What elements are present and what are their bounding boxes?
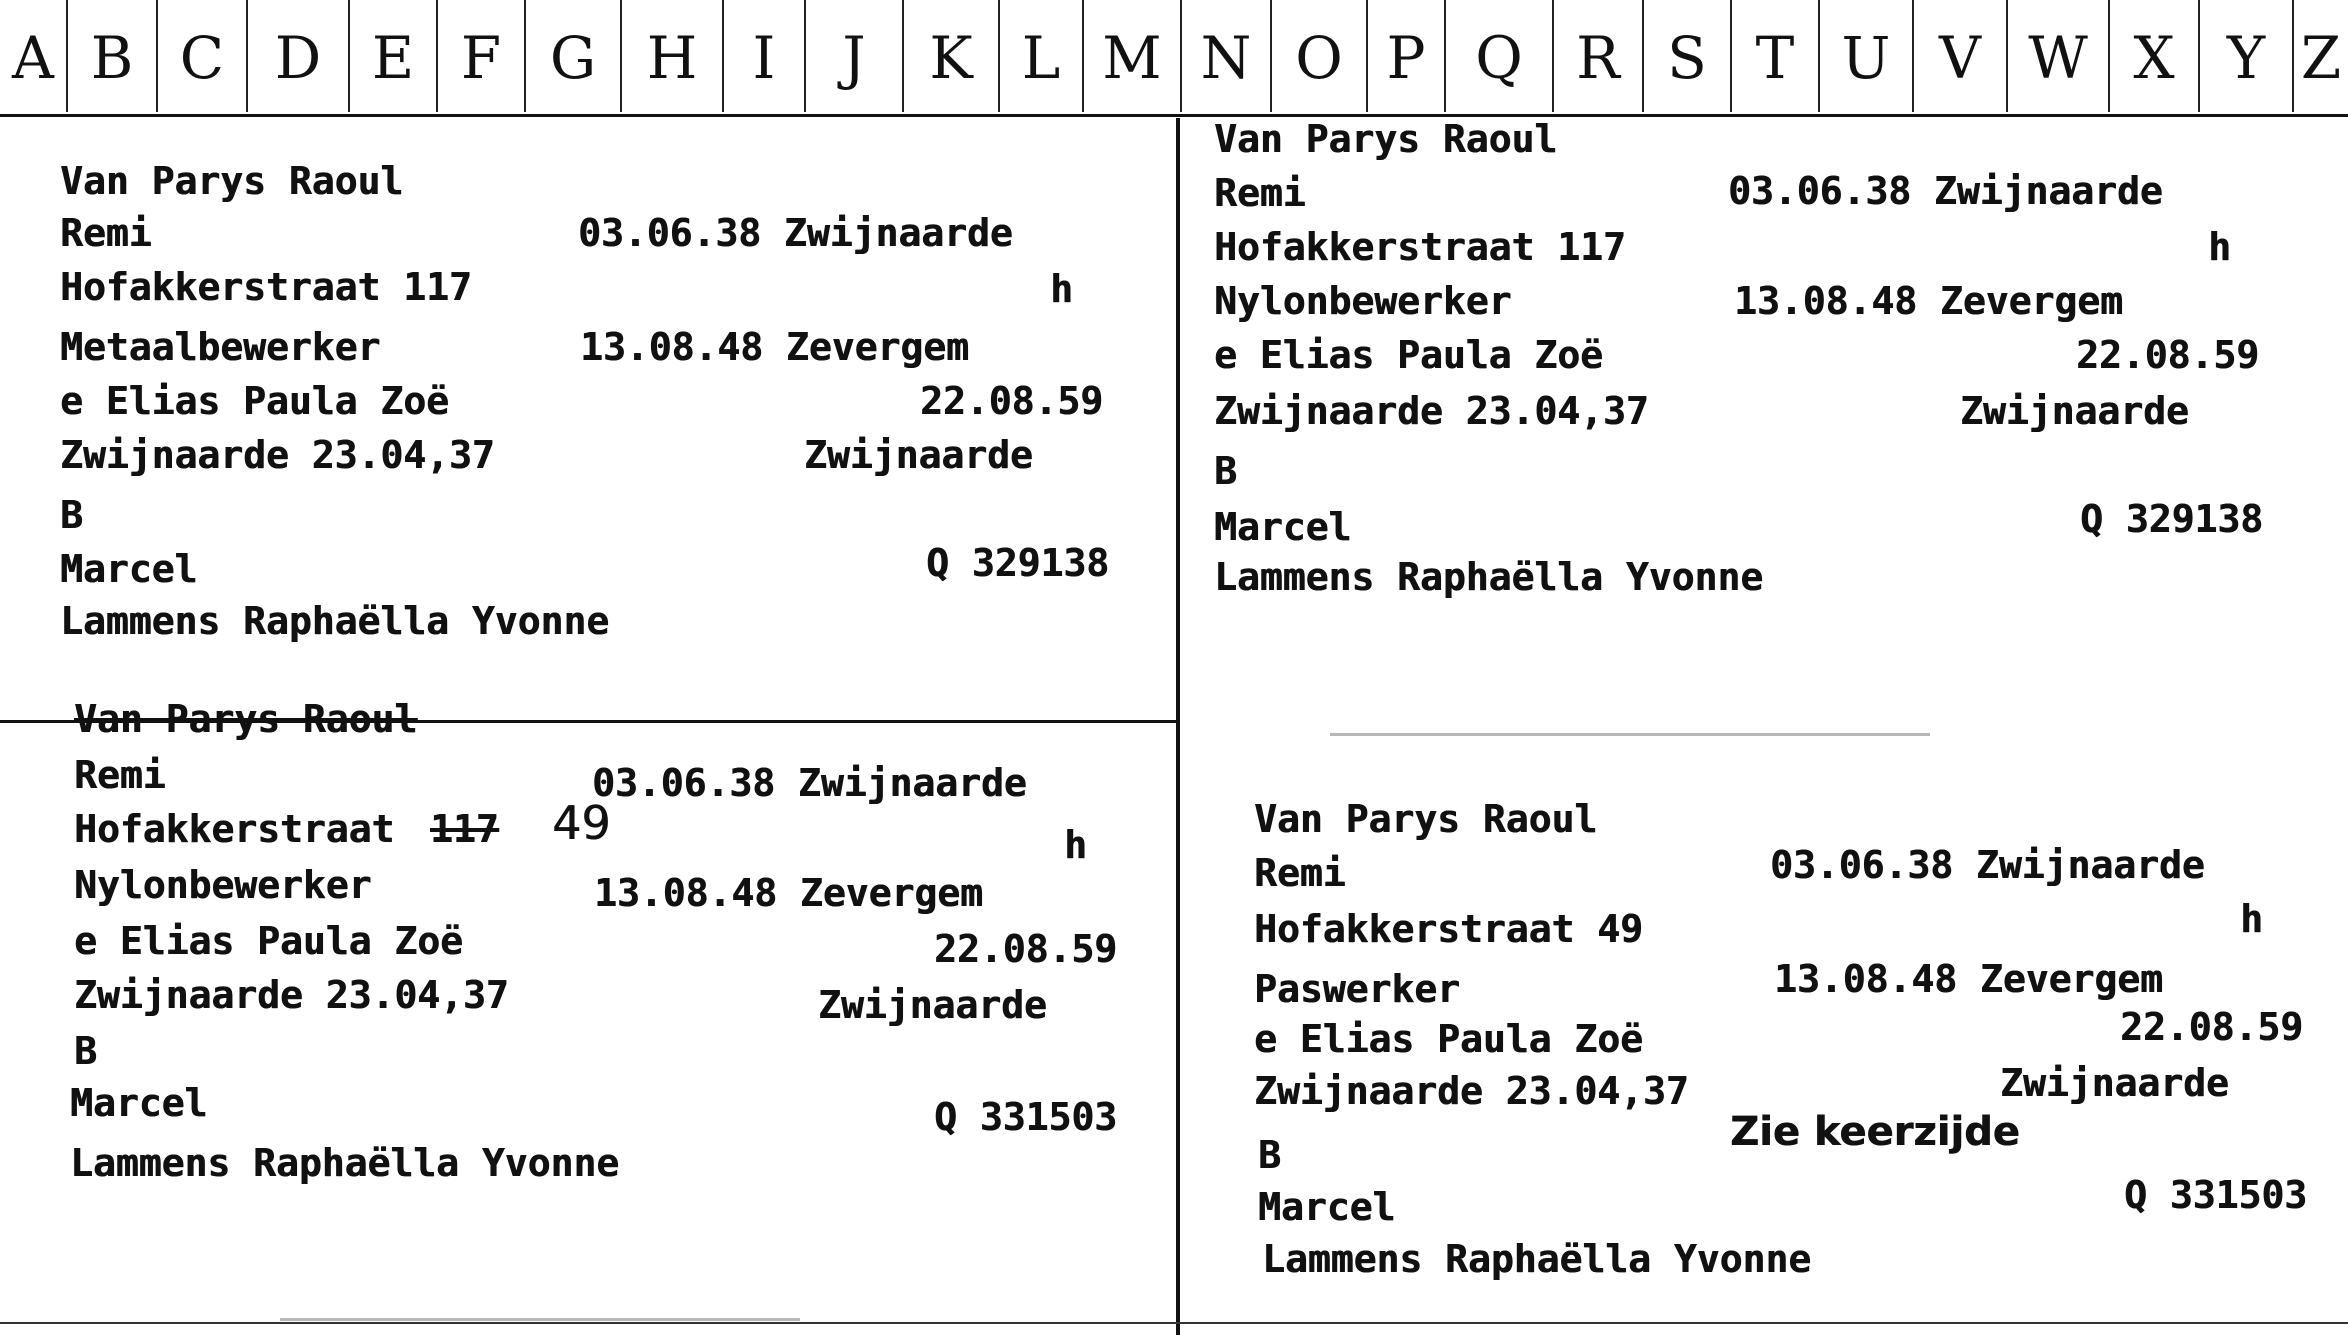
index-letter-i: I [752,24,776,92]
index-letter-s: S [1667,24,1707,92]
index-letter-u: U [1841,24,1891,92]
index-letter-v: V [1939,24,1981,92]
index-letter-g: G [549,24,597,92]
scan-smudge [280,1318,800,1321]
card-occupation: Paswerker [1254,967,1460,1011]
card-code: Q 331503 [2124,1173,2308,1217]
card-street-old-number: 117 [430,807,499,851]
card-birth: 03.06.38 Zwijnaarde [1770,843,2205,887]
index-letter-r: R [1576,24,1620,92]
card-date: 22.08.59 [2076,333,2260,377]
card-street: Hofakkerstraat 49 [1254,907,1643,951]
card-mother: Lammens Raphaëlla Yvonne [60,599,610,643]
card-spouse: e Elias Paula Zoë [1254,1017,1643,1061]
card-marriage: 13.08.48 Zevergem [594,871,983,915]
index-letter-d: D [274,24,322,92]
card-spouse: e Elias Paula Zoë [1214,333,1603,377]
index-letter-h: H [646,24,698,92]
card-spouse-birth: Zwijnaarde 23.04,37 [60,433,495,477]
index-letter-k: K [929,24,973,92]
index-letter-t: T [1755,24,1795,92]
index-letter-y: Y [2226,24,2266,92]
card-spouse-birth: Zwijnaarde 23.04,37 [74,973,509,1017]
index-letter-c: C [179,24,225,92]
index-letter-a: A [12,24,54,92]
card-occupation: Metaalbewerker [60,325,381,369]
card-birth: 03.06.38 Zwijnaarde [578,211,1013,255]
card-column-divider [1176,118,1180,1335]
card-name: Van Parys Raoul [60,159,404,203]
card-marker: h [1064,823,1087,867]
card-birth: 03.06.38 Zwijnaarde [1728,169,2163,213]
scan-smudge [1330,733,1930,736]
card-father: Marcel [1214,505,1352,549]
card-first-name: Remi [74,753,166,797]
card-street: Hofakkerstraat [74,807,395,851]
index-letter-w: W [2028,24,2088,92]
card-mother: Lammens Raphaëlla Yvonne [70,1141,620,1185]
card-spouse: e Elias Paula Zoë [60,379,449,423]
index-letter-x: X [2133,24,2175,92]
card-father: Marcel [70,1081,208,1125]
card-spouse-birth: Zwijnaarde 23.04,37 [1254,1069,1689,1113]
index-letter-f: F [460,24,502,92]
card-marker: h [1050,267,1073,311]
card-code: Q 329138 [2080,497,2264,541]
card-place: Zwijnaarde [804,433,1033,477]
card-date: 22.08.59 [934,927,1118,971]
card-name: Van Parys Raoul [1254,797,1598,841]
card-first-name: Remi [60,211,152,255]
card-spouse-birth: Zwijnaarde 23.04,37 [1214,389,1649,433]
card-note-stamp: Zie keerzijde [1730,1109,2020,1155]
index-letter-z: Z [2300,24,2342,92]
alphabet-index-header [0,0,2348,116]
card-b: B [1214,449,1237,493]
card-father: Marcel [1258,1185,1396,1229]
card-place: Zwijnaarde [818,983,1047,1027]
card-name-struck: Van Parys Raoul [74,697,418,741]
index-letter-e: E [371,24,415,92]
card-date: 22.08.59 [920,379,1104,423]
card-code: Q 331503 [934,1095,1118,1139]
card-b: B [1258,1133,1281,1177]
card-marker: h [2240,897,2263,941]
card-father: Marcel [60,547,198,591]
card-code: Q 329138 [926,541,1110,585]
header-baseline-rule [0,114,2348,117]
card-marriage: 13.08.48 Zevergem [1774,957,2163,1001]
index-letter-l: L [1021,24,1061,92]
index-letter-b: B [90,24,134,92]
card-occupation: Nylonbewerker [1214,279,1512,323]
index-letter-q: Q [1475,24,1523,92]
card-place: Zwijnaarde [1960,389,2189,433]
card-street: Hofakkerstraat 117 [1214,225,1626,269]
card-birth: 03.06.38 Zwijnaarde [592,761,1027,805]
card-first-name: Remi [1254,851,1346,895]
card-marker: h [2208,225,2231,269]
index-letter-p: P [1386,24,1426,92]
card-street: Hofakkerstraat 117 [60,265,472,309]
card-mother: Lammens Raphaëlla Yvonne [1262,1237,1812,1281]
card-spouse: e Elias Paula Zoë [74,919,463,963]
index-letter-j: J [842,24,866,92]
card-name: Van Parys Raoul [1214,117,1558,161]
card-mother: Lammens Raphaëlla Yvonne [1214,555,1764,599]
card-occupation: Nylonbewerker [74,863,372,907]
card-place: Zwijnaarde [2000,1061,2229,1105]
card-bottom-edge [0,1322,2348,1324]
card-b: B [60,493,83,537]
card-marriage: 13.08.48 Zevergem [580,325,969,369]
card-b: B [74,1029,97,1073]
card-marriage: 13.08.48 Zevergem [1734,279,2123,323]
index-letter-n: N [1200,24,1252,92]
card-first-name: Remi [1214,171,1306,215]
index-letter-o: O [1295,24,1343,92]
card-date: 22.08.59 [2120,1005,2304,1049]
card-street-new-number: 49 [552,796,611,850]
index-letter-m: M [1102,24,1162,92]
